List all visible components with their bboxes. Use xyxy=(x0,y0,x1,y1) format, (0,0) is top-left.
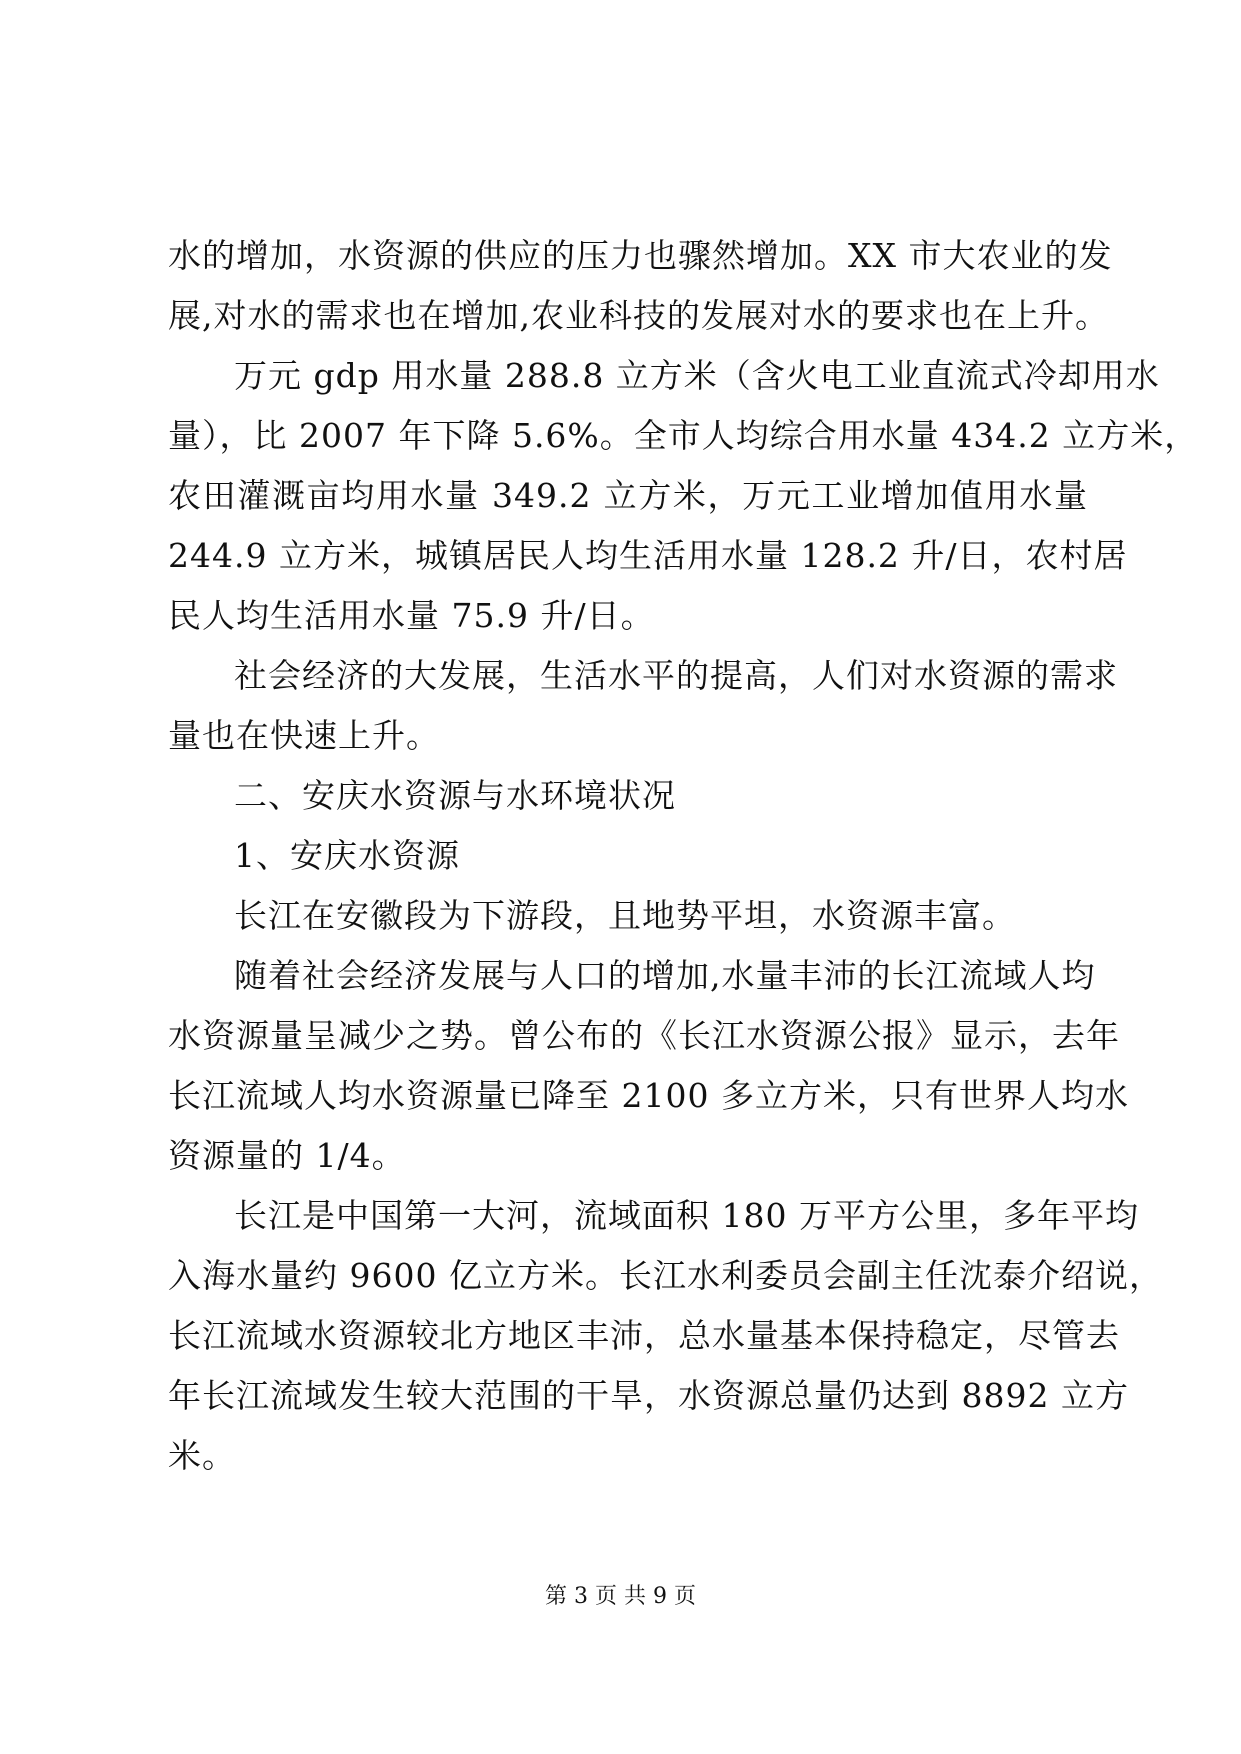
text-line: 万元 gdp 用水量 288.8 立方米（含火电工业直流式冷却用水 xyxy=(234,356,1160,395)
text-line: 长江在安徽段为下游段，且地势平坦，水资源丰富。 xyxy=(234,896,1016,935)
text-line: 二、安庆水资源与水环境状况 xyxy=(234,776,676,815)
text-line: 民人均生活用水量 75.9 升/日。 xyxy=(168,596,655,635)
text-line: 1、安庆水资源 xyxy=(234,836,460,875)
text-line: 244.9 立方米，城镇居民人均生活用水量 128.2 升/日，农村居 xyxy=(168,536,1128,575)
text-line: 米。 xyxy=(168,1436,236,1475)
text-line: 量也在快速上升。 xyxy=(168,716,440,755)
document-body xyxy=(168,226,1199,1486)
page-number-footer: 第 3 页 共 9 页 xyxy=(545,1584,696,1609)
text-line: 入海水量约 9600 亿立方米。长江水利委员会副主任沈泰介绍说， xyxy=(168,1256,1163,1295)
text-line: 农田灌溉亩均用水量 349.2 立方米，万元工业增加值用水量 xyxy=(168,476,1088,515)
text-line: 资源量的 1/4。 xyxy=(168,1136,406,1175)
text-line: 水资源量呈减少之势。曾公布的《长江水资源公报》显示，去年 xyxy=(168,1016,1120,1055)
text-line: 年长江流域发生较大范围的干旱，水资源总量仍达到 8892 立方 xyxy=(168,1376,1129,1415)
text-line: 社会经济的大发展，生活水平的提高，人们对水资源的需求 xyxy=(234,656,1118,695)
text-line: 水的增加，水资源的供应的压力也骤然增加。XX 市大农业的发 xyxy=(168,236,1113,275)
text-line: 随着社会经济发展与人口的增加,水量丰沛的长江流域人均 xyxy=(234,956,1096,995)
text-line: 长江流域人均水资源量已降至 2100 多立方米，只有世界人均水 xyxy=(168,1076,1129,1115)
text-line: 长江流域水资源较北方地区丰沛，总水量基本保持稳定，尽管去 xyxy=(168,1316,1120,1355)
text-line: 量），比 2007 年下降 5.6%。全市人均综合用水量 434.2 立方米， xyxy=(168,416,1199,455)
text-line: 长江是中国第一大河，流域面积 180 万平方公里，多年平均 xyxy=(234,1196,1139,1235)
text-line: 展,对水的需求也在增加,农业科技的发展对水的要求也在上升。 xyxy=(168,296,1109,335)
